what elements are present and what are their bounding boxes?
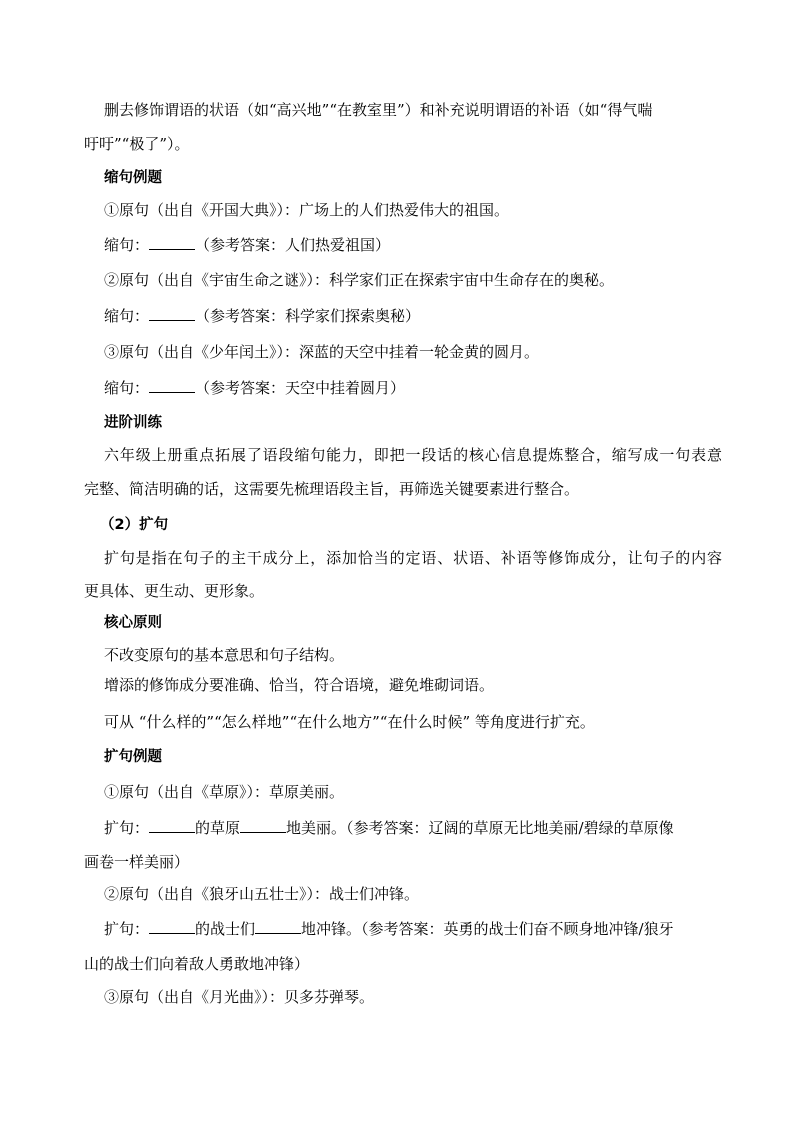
paragraph-line: 吁吁”“极了”）。	[84, 135, 190, 153]
example-sentence: ②原句（出自《狼牙山五壮士》）：战士们冲锋。	[104, 885, 420, 903]
paragraph-line: 完整、简洁明确的话，这需要先梳理语段主旨，再筛选关键要素进行整合。	[84, 480, 580, 498]
answer-reference: 地冲锋。（参考答案：英勇的战士们奋不顾身地冲锋/狼牙	[301, 920, 674, 938]
answer-line	[104, 306, 420, 326]
answer-text: 的战士们	[195, 920, 256, 938]
paragraph-line: 更具体、更生动、更形象。	[84, 582, 265, 600]
blank-field	[149, 919, 195, 934]
answer-line	[104, 378, 405, 398]
section-heading: （2）扩句	[100, 517, 169, 533]
answer-prefix: 扩句：	[104, 819, 150, 837]
answer-prefix: 缩句：	[104, 307, 150, 325]
section-heading: 扩句例题	[104, 749, 162, 765]
section-heading: 缩句例题	[104, 170, 162, 186]
example-sentence: ③原句（出自《月光曲》）：贝多芬弹琴。	[104, 988, 375, 1006]
principle-item: 增添的修饰成分要准确、恰当，符合语境，避免堆砌词语。	[104, 676, 495, 694]
paragraph-line: 六年级上册重点拓展了语段缩句能力，即把一段话的核心信息提炼整合，缩写成一句表意	[104, 446, 722, 464]
blank-field	[149, 306, 195, 321]
example-sentence: ②原句（出自《宇宙生命之谜》）：科学家们正在探索宇宙中生命存在的奥秘。	[104, 271, 615, 289]
example-sentence: ③原句（出自《少年闰土》）：深蓝的天空中挂着一轮金黄的圆月。	[104, 343, 540, 361]
answer-reference: 地美丽。（参考答案：辽阔的草原无比地美丽/碧绿的草原像	[286, 819, 674, 837]
blank-field	[149, 818, 195, 833]
answer-line	[104, 919, 674, 939]
blank-field	[240, 818, 286, 833]
paragraph-line: 删去修饰谓语的状语（如“高兴地”“在教室里”）和补充说明谓语的补语（如“得气喘	[104, 101, 653, 119]
answer-text: 的草原	[195, 819, 241, 837]
example-sentence: ①原句（出自《草原》）：草原美丽。	[104, 783, 345, 801]
answer-line	[104, 235, 390, 255]
answer-line	[104, 818, 674, 838]
principle-item: 不改变原句的基本意思和句子结构。	[104, 646, 345, 664]
answer-continuation: 山的战士们向着敌人勇敢地冲锋）	[84, 955, 310, 973]
principle-item: 可从 “什么样的”“怎么样地”“在什么地方”“在什么时候” 等角度进行扩充。	[104, 713, 595, 731]
blank-field	[149, 235, 195, 250]
section-heading: 核心原则	[104, 615, 162, 631]
paragraph-line: 扩句是指在句子的主干成分上，添加恰当的定语、状语、补语等修饰成分，让句子的内容	[104, 549, 722, 567]
section-heading: 进阶训练	[104, 415, 162, 431]
answer-reference: （参考答案：人们热爱祖国）	[195, 236, 391, 254]
answer-continuation: 画卷一样美丽）	[84, 853, 190, 871]
blank-field	[255, 919, 301, 934]
answer-prefix: 缩句：	[104, 236, 150, 254]
answer-reference: （参考答案：科学家们探索奥秘）	[195, 307, 421, 325]
answer-reference: （参考答案：天空中挂着圆月）	[195, 379, 406, 397]
example-sentence: ①原句（出自《开国大典》）：广场上的人们热爱伟大的祖国。	[104, 201, 510, 219]
blank-field	[149, 378, 195, 393]
answer-prefix: 缩句：	[104, 379, 150, 397]
answer-prefix: 扩句：	[104, 920, 150, 938]
